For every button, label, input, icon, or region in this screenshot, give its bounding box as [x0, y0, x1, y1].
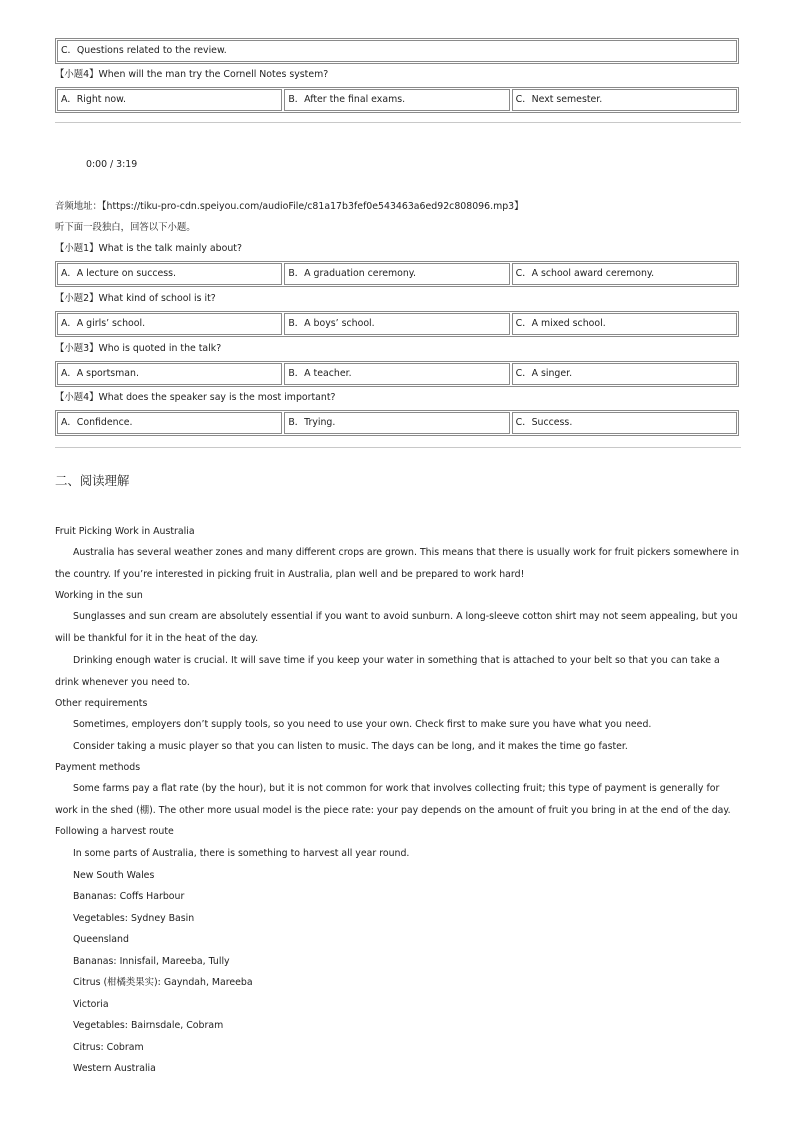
option-c[interactable]: C．A singer.	[512, 363, 737, 385]
divider	[55, 122, 741, 123]
heading-other-requirements: Other requirements	[55, 698, 148, 709]
article-intro-text: Australia has several weather zones and many different crops are grown. This means that there is usually work for fruit pickers somewhere in the country. If you’re interested in picking fruit in Australia, plan well and be prepared to work hard!	[55, 547, 740, 580]
harvest-list-item: Citrus (柑橘类果实): Gayndah, Mareeba	[73, 977, 253, 988]
question-2-options-table	[55, 311, 739, 337]
option-a[interactable]: A．Right now.	[57, 89, 282, 111]
option-b[interactable]: B．Trying.	[284, 412, 509, 434]
option-a[interactable]: A．A sportsman.	[57, 363, 282, 385]
option-b[interactable]: B．After the final exams.	[284, 89, 509, 111]
option-b[interactable]: B．A graduation ceremony.	[284, 263, 509, 285]
heading-payment-methods: Payment methods	[55, 762, 141, 773]
harvest-list-item: Western Australia	[73, 1063, 156, 1074]
option-a[interactable]: A．A lecture on success.	[57, 263, 282, 285]
question-3: 【小题3】Who is quoted in the talk?	[55, 343, 222, 354]
working-paragraph-2-text: Drinking enough water is crucial. It will save time if you keep your water in something that is attached to your belt so that you can take a drink whenever you need to.	[55, 655, 720, 688]
option-a[interactable]: A．A girls’ school.	[57, 313, 282, 335]
option-c[interactable]: C．Success.	[512, 412, 737, 434]
article-title: Fruit Picking Work in Australia	[55, 526, 195, 537]
option-a[interactable]: A．Confidence.	[57, 412, 282, 434]
harvest-list-item: Victoria	[73, 999, 109, 1010]
option-b[interactable]: B．A teacher.	[284, 363, 509, 385]
option-c[interactable]: C．Questions related to the review.	[57, 40, 737, 62]
question-4: 【小题4】What does the speaker say is the most important?	[55, 392, 336, 403]
question-3-options-table	[55, 361, 739, 387]
option-c[interactable]: C．A school award ceremony.	[512, 263, 737, 285]
prev-q3-options-table	[55, 38, 739, 64]
payment-paragraph-text: Some farms pay a flat rate (by the hour), but it is not common for work that involves collecting fruit; this type of payment is generally for work in the shed (棚). The other more usual model is the piece rate: your pay depends on the amount of fruit you bring in at the end of the day.	[55, 783, 731, 816]
prev-q4-options-table	[55, 87, 739, 113]
harvest-list-item: Citrus: Cobram	[73, 1042, 144, 1053]
harvest-list-item: Vegetables: Bairnsdale, Cobram	[73, 1020, 224, 1031]
harvest-list-item: Vegetables: Sydney Basin	[73, 913, 195, 924]
heading-working-in-sun: Working in the sun	[55, 590, 143, 601]
working-paragraph-1	[55, 606, 741, 649]
harvest-list-item: Bananas: Coffs Harbour	[73, 891, 185, 902]
audio-time[interactable]: 0:00 / 3:19	[86, 159, 138, 170]
audio-address: 音频地址：【https://tiku-pro-cdn.speiyou.com/audioFile/c81a17b3fef0e543463a6ed92c808096.mp3】	[55, 201, 524, 212]
divider	[55, 447, 741, 448]
question-4-options-table	[55, 410, 739, 436]
question-1: 【小题1】What is the talk mainly about?	[55, 243, 242, 254]
payment-paragraph	[55, 778, 741, 821]
prev-q4-question: 【小题4】When will the man try the Cornell Notes system?	[55, 69, 329, 80]
harvest-list-item: New South Wales	[73, 870, 155, 881]
article-intro	[55, 542, 741, 585]
other-paragraph-2: Consider taking a music player so that you can listen to music. The days can be long, and it makes the time go faster.	[73, 741, 628, 752]
other-paragraph-1: Sometimes, employers don’t supply tools, so you need to use your own. Check first to make sure you have what you need.	[73, 719, 652, 730]
option-b[interactable]: B．A boys’ school.	[284, 313, 509, 335]
harvest-list-item: Queensland	[73, 934, 129, 945]
option-c[interactable]: C．Next semester.	[512, 89, 737, 111]
listening-instruction: 听下面一段独白，回答以下小题。	[55, 222, 196, 233]
harvest-intro: In some parts of Australia, there is something to harvest all year round.	[73, 848, 410, 859]
working-paragraph-1-text: Sunglasses and sun cream are absolutely essential if you want to avoid sunburn. A long-sleeve cotton shirt may not seem appealing, but you will be thankful for it in the heat of the day.	[55, 611, 738, 644]
section-title: 二、阅读理解	[55, 473, 130, 488]
question-2: 【小题2】What kind of school is it?	[55, 293, 216, 304]
option-c[interactable]: C．A mixed school.	[512, 313, 737, 335]
working-paragraph-2	[55, 650, 741, 693]
heading-harvest-route: Following a harvest route	[55, 826, 174, 837]
question-1-options-table	[55, 261, 739, 287]
harvest-list-item: Bananas: Innisfail, Mareeba, Tully	[73, 956, 230, 967]
